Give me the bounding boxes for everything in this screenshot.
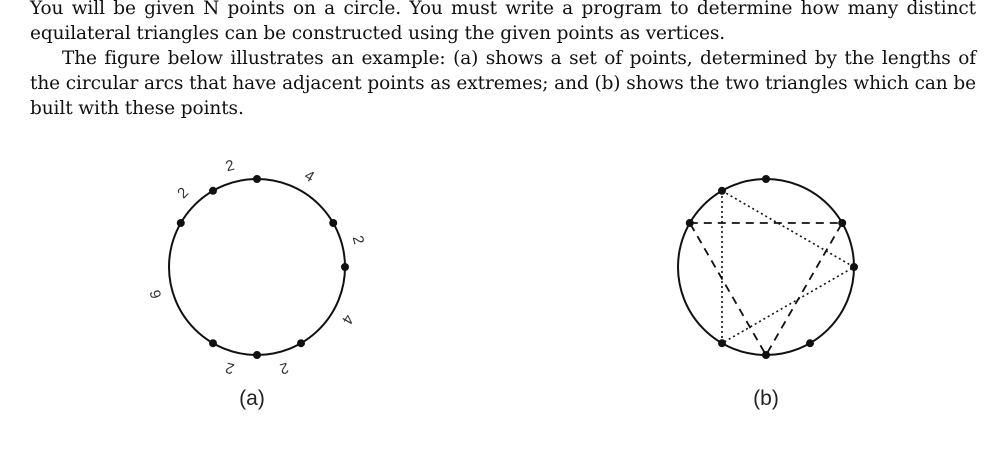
figure-a-arc-label: 4 <box>338 311 357 328</box>
figure-b-point <box>850 263 858 271</box>
figure-a-point <box>209 187 217 195</box>
figure-b-point <box>718 187 726 195</box>
problem-paragraph-2: The figure below illustrates an example: (a) shows a set of points, determined by the lengths of the circular arcs that have adjacent points as extremes; and (b) shows the two triangles which can be built with these points. <box>30 48 976 119</box>
triangle-dashed <box>690 223 842 355</box>
figure-b-point <box>762 175 770 183</box>
figure-a-point <box>253 175 261 183</box>
figure-a-caption: (a) <box>239 387 265 410</box>
figure-b-triangles <box>690 191 854 355</box>
figure-a-arc-label: 2 <box>174 184 193 203</box>
figure-b-point <box>718 339 726 347</box>
triangle-dotted <box>722 191 854 343</box>
figure-b-point <box>838 219 846 227</box>
figure-a-points <box>177 175 349 359</box>
figure-a-point <box>341 263 349 271</box>
figure-a-arc-labels <box>147 157 367 377</box>
figure-a-arc-label: 4 <box>301 167 318 186</box>
figure-a-arc-label: 2 <box>277 358 291 378</box>
figure-b-circle <box>678 179 854 355</box>
figure-b-point <box>686 219 694 227</box>
figure-a-arc-label: 2 <box>348 233 368 247</box>
figure-a-point <box>297 339 305 347</box>
figure-a-arc-label: 6 <box>146 287 166 301</box>
figure-a <box>147 157 367 377</box>
figure-a-point <box>209 339 217 347</box>
figure-a-circle <box>169 179 345 355</box>
figure-a-point <box>329 219 337 227</box>
figure-b <box>678 175 858 359</box>
problem-paragraph-1: You will be given N points on a circle. You must write a program to determine how many distinct equilateral triangles can be constructed using the given points as vertices. <box>30 0 976 44</box>
figure-b-points <box>686 175 858 359</box>
figure-a-point <box>253 351 261 359</box>
figure-b-point <box>762 351 770 359</box>
figure-a-arc-label: 2 <box>223 358 237 378</box>
figure-b-point <box>806 339 814 347</box>
figure-b-caption: (b) <box>753 387 779 410</box>
figure-a-arc-label: 2 <box>223 156 237 176</box>
figure-a-point <box>177 219 185 227</box>
